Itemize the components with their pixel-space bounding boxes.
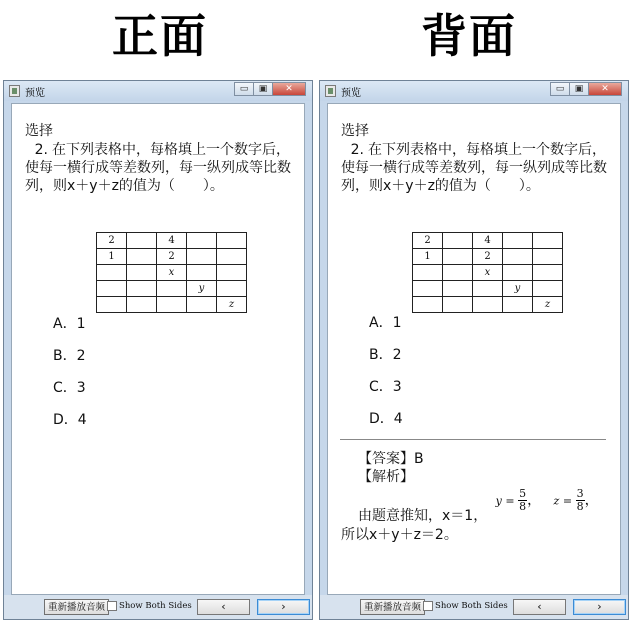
option-d[interactable]: D．4 <box>369 411 403 427</box>
grid-cell <box>187 297 217 313</box>
front-preview-window <box>3 80 313 620</box>
analysis-label: 【解析】 <box>358 469 414 485</box>
answer-line: 【答案】B <box>358 451 424 467</box>
window-title: 预览 <box>341 88 361 99</box>
grid-cell <box>217 265 247 281</box>
prev-button[interactable]: ‹ <box>197 599 250 615</box>
question-text <box>341 141 611 195</box>
grid-cell <box>217 249 247 265</box>
question-body: 在下列表格中，每格填上一个数字后，使每一横行成等差数列，每一纵列成等比数列，则x＋y＋z的值为（ ）。 <box>25 142 291 194</box>
grid-cell <box>503 249 533 265</box>
z-numerator: 3 <box>576 487 584 500</box>
grid-cell <box>187 249 217 265</box>
z-denominator: 8 <box>576 500 584 513</box>
grid-cell <box>217 281 247 297</box>
grid-cell: 4 <box>473 233 503 249</box>
grid-cell <box>503 265 533 281</box>
section-label: 选择 <box>341 123 369 139</box>
question-body: 在下列表格中，每格填上一个数字后，使每一横行成等差数列，每一纵列成等比数列，则x＋y＋z的值为（ ）。 <box>341 142 607 194</box>
option-b[interactable]: B．2 <box>53 348 86 364</box>
grid-cell <box>443 265 473 281</box>
z-formula: z = $\frac{3}{8}$ ， <box>553 487 599 513</box>
replay-audio-button[interactable]: 重新播放音频 <box>360 599 425 615</box>
grid-cell <box>443 281 473 297</box>
show-both-sides-checkbox[interactable] <box>423 601 433 611</box>
grid-cell <box>533 265 563 281</box>
explanation-prefix: 由题意推知，x＝1， <box>358 508 488 524</box>
option-c[interactable]: C．3 <box>369 379 402 395</box>
number-grid <box>96 232 247 313</box>
grid-cell <box>503 233 533 249</box>
grid-cell <box>127 297 157 313</box>
grid-cell <box>127 265 157 281</box>
grid-cell: 2 <box>157 249 187 265</box>
grid-cell: y <box>503 281 533 297</box>
window-title: 预览 <box>25 88 45 99</box>
grid-cell <box>473 297 503 313</box>
front-heading: 正面 <box>112 9 208 63</box>
grid-cell <box>443 249 473 265</box>
grid-cell: 1 <box>97 249 127 265</box>
back-preview-window <box>319 80 629 620</box>
option-a[interactable]: A．1 <box>369 315 402 331</box>
grid-cell <box>157 297 187 313</box>
show-both-sides-label: Show Both Sides <box>119 601 192 611</box>
z-variable: z <box>553 494 560 508</box>
grid-cell <box>217 233 247 249</box>
y-fraction <box>518 488 527 513</box>
grid-cell: y <box>187 281 217 297</box>
maximize-icon[interactable]: ▣ <box>253 82 273 96</box>
number-grid <box>412 232 563 313</box>
grid-cell <box>127 233 157 249</box>
bottom-toolbar <box>320 595 628 619</box>
grid-cell: x <box>157 265 187 281</box>
grid-cell <box>127 249 157 265</box>
grid-cell: z <box>217 297 247 313</box>
option-c[interactable]: C．3 <box>53 380 86 396</box>
option-a[interactable]: A．1 <box>53 316 86 332</box>
answer-divider <box>340 439 606 440</box>
close-icon[interactable]: ✕ <box>588 82 622 96</box>
replay-audio-button[interactable]: 重新播放音频 <box>44 599 109 615</box>
grid-cell <box>127 281 157 297</box>
grid-cell <box>157 281 187 297</box>
bottom-toolbar <box>4 595 312 619</box>
grid-cell <box>413 297 443 313</box>
grid-cell <box>533 233 563 249</box>
question-number: 2. <box>350 142 364 158</box>
window-controls <box>235 82 306 96</box>
answer-pane <box>327 103 621 595</box>
grid-cell <box>443 297 473 313</box>
y-denominator: 8 <box>519 500 527 513</box>
option-b[interactable]: B．2 <box>369 347 402 363</box>
minimize-icon[interactable]: ▭ <box>234 82 254 96</box>
grid-cell <box>413 265 443 281</box>
grid-cell: x <box>473 265 503 281</box>
explanation-line-2: 所以x＋y＋z＝2。 <box>341 527 458 543</box>
grid-cell <box>413 281 443 297</box>
app-icon <box>9 85 20 97</box>
back-heading: 背面 <box>421 9 517 63</box>
section-label: 选择 <box>25 123 53 139</box>
question-text <box>25 141 295 195</box>
next-button[interactable]: › <box>257 599 310 615</box>
question-number: 2. <box>34 142 48 158</box>
title-bar[interactable] <box>320 81 628 101</box>
grid-cell: z <box>533 297 563 313</box>
show-both-sides-label: Show Both Sides <box>435 601 508 611</box>
grid-cell <box>473 281 503 297</box>
grid-cell: 1 <box>413 249 443 265</box>
grid-cell: 2 <box>413 233 443 249</box>
y-numerator: 5 <box>519 487 527 500</box>
grid-cell <box>187 265 217 281</box>
prev-button[interactable]: ‹ <box>513 599 566 615</box>
grid-cell <box>533 249 563 265</box>
maximize-icon[interactable]: ▣ <box>569 82 589 96</box>
grid-cell: 4 <box>157 233 187 249</box>
grid-cell <box>533 281 563 297</box>
explanation-line-1 <box>358 488 599 525</box>
grid-cell <box>503 297 533 313</box>
grid-cell <box>443 233 473 249</box>
question-pane <box>11 103 305 595</box>
grid-cell: 2 <box>473 249 503 265</box>
window-controls <box>551 82 622 96</box>
option-d[interactable]: D．4 <box>53 412 87 428</box>
z-fraction <box>576 488 585 513</box>
y-variable: y <box>495 494 502 508</box>
title-bar[interactable] <box>4 81 312 101</box>
y-formula: y = $\frac{5}{8}$ ， <box>495 487 542 513</box>
minimize-icon[interactable]: ▭ <box>550 82 570 96</box>
grid-cell <box>97 265 127 281</box>
grid-cell <box>187 233 217 249</box>
grid-cell <box>97 281 127 297</box>
show-both-sides-checkbox[interactable] <box>107 601 117 611</box>
grid-cell <box>97 297 127 313</box>
app-icon <box>325 85 336 97</box>
grid-cell: 2 <box>97 233 127 249</box>
next-button[interactable]: › <box>573 599 626 615</box>
close-icon[interactable]: ✕ <box>272 82 306 96</box>
